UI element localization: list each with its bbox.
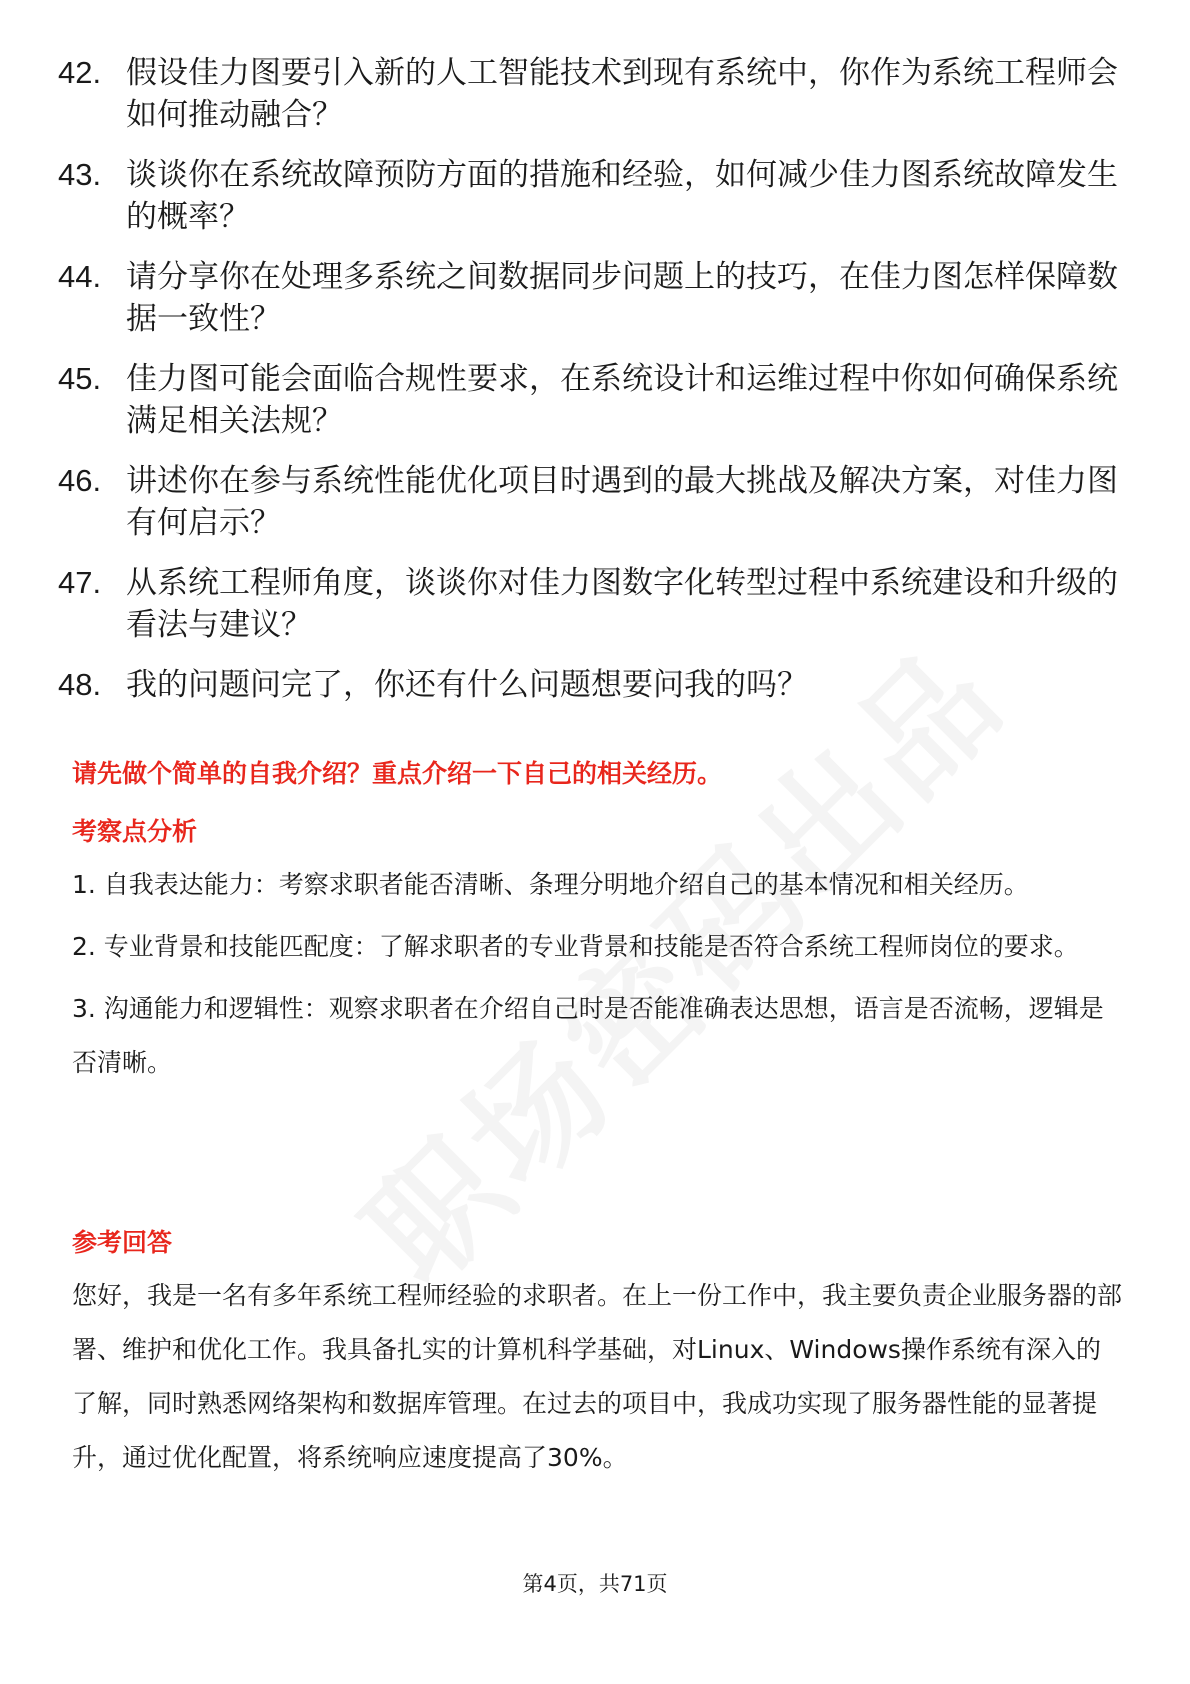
question-list [58, 52, 1118, 724]
question-text: 我的问题问完了，你还有什么问题想要问我的吗？ [126, 667, 808, 703]
list-item [58, 52, 1118, 136]
page-number: 第4页，共71页 [522, 1572, 668, 1596]
analysis-point: 1. 自我表达能力：考察求职者能否清晰、条理分明地介绍自己的基本情况和相关经历。 [72, 870, 1029, 899]
question-number: 44. [58, 259, 102, 294]
question-number: 45. [58, 361, 102, 396]
question-number: 47. [58, 565, 102, 600]
analysis-heading: 考察点分析 [72, 817, 198, 846]
list-item [58, 358, 1118, 442]
analysis-points [72, 858, 1122, 1090]
list-item [58, 664, 1118, 706]
question-text: 假设佳力图要引入新的人工智能技术到现有系统中，你作为系统工程师会如何推动融合？ [126, 55, 1118, 133]
question-text: 谈谈你在系统故障预防方面的措施和经验，如何减少佳力图系统故障发生的概率？ [126, 157, 1118, 235]
question-number: 46. [58, 463, 102, 498]
answer-heading: 参考回答 [72, 1228, 173, 1257]
question-number: 43. [58, 157, 102, 192]
intro-question-heading: 请先做个简单的自我介绍？重点介绍一下自己的相关经历。 [72, 759, 723, 788]
question-text: 佳力图可能会面临合规性要求，在系统设计和运维过程中你如何确保系统满足相关法规？ [126, 361, 1118, 439]
list-item [58, 256, 1118, 340]
list-item [58, 154, 1118, 238]
question-text: 讲述你在参与系统性能优化项目时遇到的最大挑战及解决方案，对佳力图有何启示？ [126, 463, 1118, 541]
analysis-section [72, 814, 1122, 1090]
answer-section [72, 1225, 1122, 1485]
answer-text: 您好，我是一名有多年系统工程师经验的求职者。在上一份工作中，我主要负责企业服务器的部署、维护和优化工作。我具备扎实的计算机科学基础，对Linux、Windows操作系统有深入的了解，同时熟悉网络架构和数据库管理。在过去的项目中，我成功实现了服务器性能的显著提升，通过优化配置，将系统响应速度提高了30%。 [72, 1281, 1123, 1472]
list-item [58, 460, 1118, 544]
analysis-point: 2. 专业背景和技能匹配度：了解求职者的专业背景和技能是否符合系统工程师岗位的要求。 [72, 932, 1079, 961]
intro-question-section [72, 756, 1122, 792]
question-number: 42. [58, 55, 102, 90]
question-number: 48. [58, 667, 102, 702]
question-text: 请分享你在处理多系统之间数据同步问题上的技巧，在佳力图怎样保障数据一致性？ [126, 259, 1118, 337]
list-item [58, 562, 1118, 646]
analysis-point: 3. 沟通能力和逻辑性：观察求职者在介绍自己时是否能准确表达思想，语言是否流畅，逻辑是否清晰。 [72, 994, 1104, 1077]
question-text: 从系统工程师角度，谈谈你对佳力图数字化转型过程中系统建设和升级的看法与建议？ [126, 565, 1118, 643]
